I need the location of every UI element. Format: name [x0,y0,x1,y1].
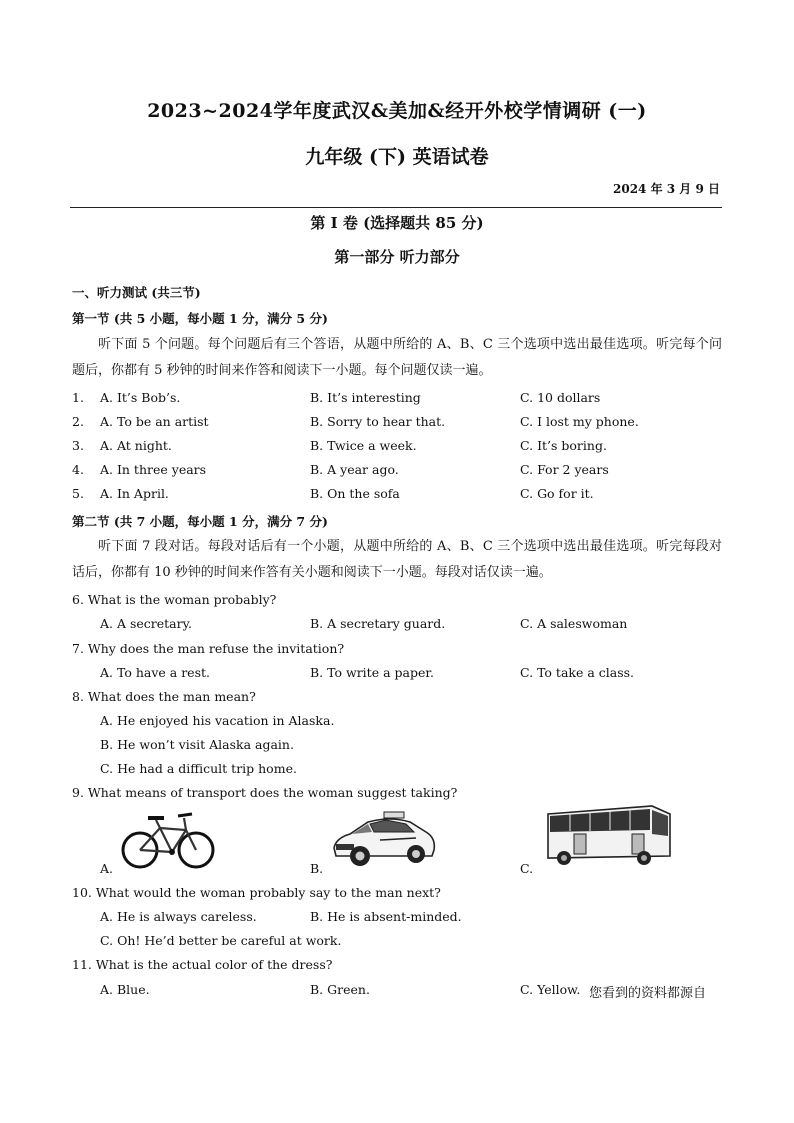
option-b: B. To write a paper. [310,665,434,680]
option-b: B. He is absent-minded. [310,909,462,924]
option-c: C. He had a difficult trip home. [100,761,297,776]
question-10: 10. What would the woman probably say to the man next? [72,885,441,900]
option-b: B. It’s interesting [310,390,421,405]
option-c: C. For 2 years [520,462,609,477]
section1-heading: 第一节 (共 5 小题，每小题 1 分，满分 5 分) [72,311,328,326]
question-number: 2. [72,414,84,429]
question-11: 11. What is the actual color of the dress? [72,957,333,972]
header-divider [70,207,722,208]
option-b: B. He won’t visit Alaska again. [100,737,294,752]
bus-icon [544,800,676,868]
option-a: A. A secretary. [100,616,192,631]
overflow-text: 您看到的资料都源自 [589,986,707,1001]
option-c: C. Yellow. [520,982,581,997]
option-c: C. Go for it. [520,486,594,501]
question-number: 5. [72,486,84,501]
question-6: 6. What is the woman probably? [72,592,277,607]
option-a: A. He is always careless. [100,909,257,924]
bicycle-icon [120,806,216,872]
part-heading: 第一部分 听力部分 [334,248,460,266]
option-a: A. In April. [100,486,169,501]
listening-heading: 一、听力测试 (共三节) [72,285,201,300]
option-a: A. In three years [100,462,207,477]
option-a: A. At night. [100,438,172,453]
option-c: C. [520,861,534,876]
option-c: C. To take a class. [520,665,635,680]
section2-heading: 第二节 (共 7 小题，每小题 1 分，满分 7 分) [72,514,328,529]
option-b: B. A year ago. [310,462,399,477]
section1-instructions: 听下面 5 个问题。每个问题后有三个答语，从题中所给的 A、B、C 三个选项中选出最佳选项。听完每个问题后，你都有 5 秒钟的时间来作答和阅读下一小题。每个问题仅读一遍。 [72,337,722,378]
option-b: B. Sorry to hear that. [310,414,446,429]
taxi-icon [330,808,438,870]
option-c: C. I lost my phone. [520,414,639,429]
option-a: A. To be an artist [100,414,209,429]
option-a: A. [100,861,114,876]
question-9: 9. What means of transport does the woman suggest taking? [72,785,458,800]
option-a: A. It’s Bob’s. [100,390,181,405]
option-c: C. A saleswoman [520,616,628,631]
option-c: C. It’s boring. [520,438,607,453]
option-b: B. [310,861,324,876]
volume-heading: 第 I 卷 (选择题共 85 分) [310,214,484,232]
option-b: B. On the sofa [310,486,400,501]
question-8: 8. What does the man mean? [72,689,256,704]
exam-subtitle: 九年级 (下) 英语试卷 [305,146,489,168]
option-b: B. Twice a week. [310,438,417,453]
option-a: A. Blue. [100,982,150,997]
option-a: A. He enjoyed his vacation in Alaska. [100,713,335,728]
exam-title: 2023~2024学年度武汉&美加&经开外校学情调研 (一) [147,100,647,122]
option-c: C. 10 dollars [520,390,601,405]
question-number: 3. [72,438,84,453]
option-c: C. Oh! He’d better be careful at work. [100,933,342,948]
question-number: 1. [72,390,84,405]
option-b: B. Green. [310,982,370,997]
section2-instructions: 听下面 7 段对话。每段对话后有一个小题，从题中所给的 A、B、C 三个选项中选出最佳选项。听完每段对话后，你都有 10 秒钟的时间来作答有关小题和阅读下一小题。每段对话仅读一遍。 [72,539,722,580]
question-number: 4. [72,462,84,477]
exam-date: 2024 年 3 月 9 日 [613,182,720,196]
option-b: B. A secretary guard. [310,616,446,631]
question-7: 7. Why does the man refuse the invitation? [72,641,345,656]
option-a: A. To have a rest. [100,665,210,680]
